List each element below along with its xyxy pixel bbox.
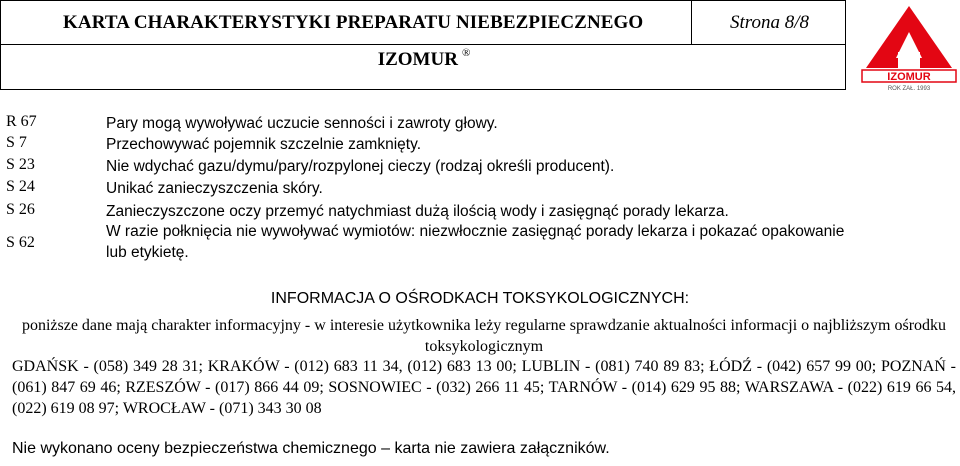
header-top-row	[1, 1, 845, 45]
phrase-text: Nie wdychać gazu/dymu/pary/rozpylonej cieczy (rodzaj określi producent).	[106, 158, 615, 175]
izomur-logo-icon	[858, 2, 960, 92]
phrase-text: Przechowywać pojemnik szczelnie zamknięty.	[106, 136, 421, 153]
phrase-text: Zanieczyszczone oczy przemyć natychmiast dużą ilością wody i zasięgnąć porady lekarza.	[106, 203, 729, 220]
logo-subtext: ROK ZAŁ. 1993	[887, 86, 931, 92]
toxicology-note: poniższe dane mają charakter informacyjny - w interesie użytkownika leży regularne sprawdzanie aktualności informacji o najbliższym ośrodku toksykologicznym	[21, 317, 947, 355]
toxicology-centers: GDAŃSK - (058) 349 28 31; KRAKÓW - (012) 683 11 34, (012) 683 13 00; LUBLIN - (081) 740 89 83; ŁÓDŹ - (042) 657 99 00; POZNAŃ - (061) 847 69 46; RZESZÓW - (017) 866 44 09; SOSNOWIEC - (032) 266 11 45; TARNÓW - (014) 629 95 88; WARSZAWA - (022) 619 66 54, (022) 619 08 97; WROCŁAW - (071) 343 30 08	[12, 358, 956, 417]
phrase-text-line1: W razie połknięcia nie wywoływać wymiotów: niezwłocznie zasięgnąć porady lekarza i pokazać opakowanie	[106, 223, 845, 240]
phrase-code: R 67	[6, 113, 37, 130]
assessment-note: Nie wykonano oceny bezpieczeństwa chemicznego – karta nie zawiera załączników.	[12, 440, 610, 457]
phrase-text: Pary mogą wywoływać uczucie senności i zawroty głowy.	[106, 115, 498, 132]
page-number: Strona 8/8	[730, 12, 809, 33]
phrase-code: S 23	[6, 156, 35, 173]
product-name	[1, 49, 847, 71]
phrase-code: S 7	[6, 134, 27, 151]
document-title: KARTA CHARAKTERYSTYKI PREPARATU NIEBEZPIECZNEGO	[63, 12, 644, 33]
product-name-text: IZOMUR	[377, 49, 458, 70]
document-header	[0, 0, 846, 90]
phrase-text-line2: lub etykietę.	[106, 244, 189, 261]
phrase-text: Unikać zanieczyszczenia skóry.	[106, 180, 323, 197]
registered-mark: ®	[461, 47, 471, 59]
phrase-code: S 26	[6, 201, 35, 218]
toxicology-title: INFORMACJA O OŚRODKACH TOKSYKOLOGICZNYCH:	[270, 290, 690, 307]
logo-text: IZOMUR	[887, 71, 931, 83]
phrase-code: S 62	[6, 234, 35, 251]
phrase-code: S 24	[6, 178, 35, 195]
